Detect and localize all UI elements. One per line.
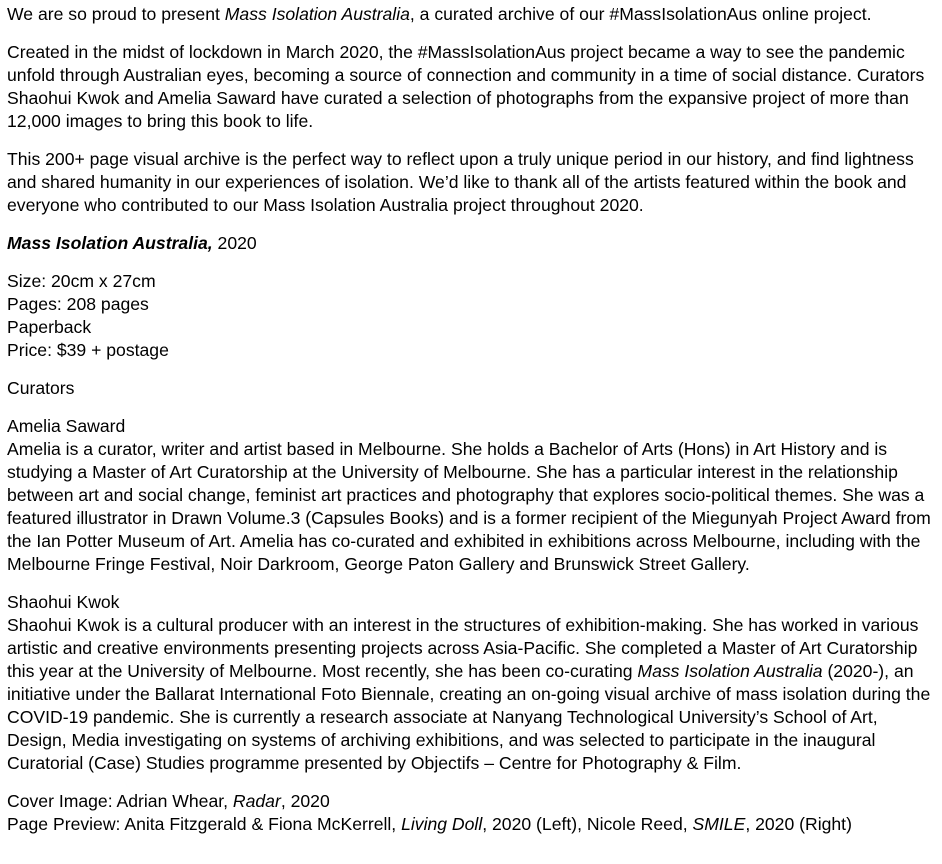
cover-credit-title: Radar — [232, 791, 281, 811]
curator-shaohui-name: Shaohui Kwok — [7, 592, 120, 612]
book-heading-title: Mass Isolation Australia, — [7, 233, 213, 253]
spec-size: Size: 20cm x 27cm — [7, 271, 156, 291]
intro-book-title: Mass Isolation Australia — [224, 4, 410, 24]
intro-text-end: , a curated archive of our #MassIsolationAus online project. — [409, 4, 872, 24]
preview-credit — [7, 813, 935, 836]
cover-credit-prefix: Cover Image: Adrian Whear, — [7, 791, 233, 811]
book-heading-year: 2020 — [212, 233, 257, 253]
curator-amelia-bio: Amelia is a curator, writer and artist based in Melbourne. She holds a Bachelor of Arts (Hons) in Art History and is studying a Master of Art Curatorship at the University of Melbourne. She has a particular interest in the relationship between art and social change, feminist art practices and photography that explores socio-political themes. She was a featured illustrator in Drawn Volume.3 (Capsules Books) and is a former recipient of the Miegunyah Project Award from the Ian Potter Museum of Art. Amelia has co-curated and exhibited in exhibitions across Melbourne, including with the Melbourne Fringe Festival, Noir Darkroom, George Paton Gallery and Brunswick Street Gallery. — [7, 439, 931, 574]
curator-shaohui-bio-start: Shaohui Kwok is a cultural producer with an interest in the structures of exhibition-making. She has worked in various artistic and creative environments presenting projects across Asia-Pacific. She completed a Master of Art Curatorship this year at the University of Melbourne. Most recently, she has been co-curating — [7, 615, 919, 681]
curator-shaohui — [7, 591, 935, 775]
curator-shaohui-bio-title: Mass Isolation Australia — [637, 661, 823, 681]
intro-paragraph — [7, 3, 935, 26]
archive-paragraph: This 200+ page visual archive is the perfect way to reflect upon a truly unique period in our history, and find lightness and shared humanity in our experiences of isolation. We’d like to thank all of the artists featured within the book and everyone who contributed to our Mass Isolation Australia project throughout 2020. — [7, 149, 914, 215]
book-heading — [7, 232, 935, 255]
spec-price: Price: $39 + postage — [7, 340, 169, 360]
cover-credit — [7, 790, 935, 813]
intro-text-start: We are so proud to present — [7, 4, 225, 24]
spec-pages: Pages: 208 pages — [7, 294, 149, 314]
created-paragraph: Created in the midst of lockdown in March 2020, the #MassIsolationAus project became a way to see the pandemic unfold through Australian eyes, becoming a source of connection and community in a time of social distance. Curators Shaohui Kwok and Amelia Saward have curated a selection of photographs from the expansive project of more than 12,000 images to bring this book to life. — [7, 42, 925, 131]
book-specs — [7, 270, 935, 362]
spec-format: Paperback — [7, 317, 92, 337]
cover-credit-suffix: , 2020 — [280, 791, 330, 811]
curators-heading: Curators — [7, 378, 75, 398]
image-credits — [7, 790, 935, 836]
curator-amelia-name: Amelia Saward — [7, 416, 126, 436]
preview-credit-prefix: Page Preview: Anita Fitzgerald & Fiona McKerrell, — [7, 814, 402, 834]
preview-credit-title-left: Living Doll — [401, 814, 483, 834]
curator-amelia — [7, 415, 935, 576]
preview-credit-middle: , 2020 (Left), Nicole Reed, — [482, 814, 693, 834]
curator-shaohui-bio-end: (2020-), an initiative under the Ballarat International Foto Biennale, creating an on-going visual archive of mass isolation during the COVID-19 pandemic. She is currently a research associate at Nanyang Technological University’s School of Art, Design, Media investigating on systems of archiving exhibitions, and was selected to participate in the inaugural Curatorial (Case) Studies programme presented by Objectifs – Centre for Photography & Film. — [7, 661, 931, 773]
preview-credit-title-right: SMILE — [692, 814, 746, 834]
preview-credit-suffix: , 2020 (Right) — [745, 814, 852, 834]
